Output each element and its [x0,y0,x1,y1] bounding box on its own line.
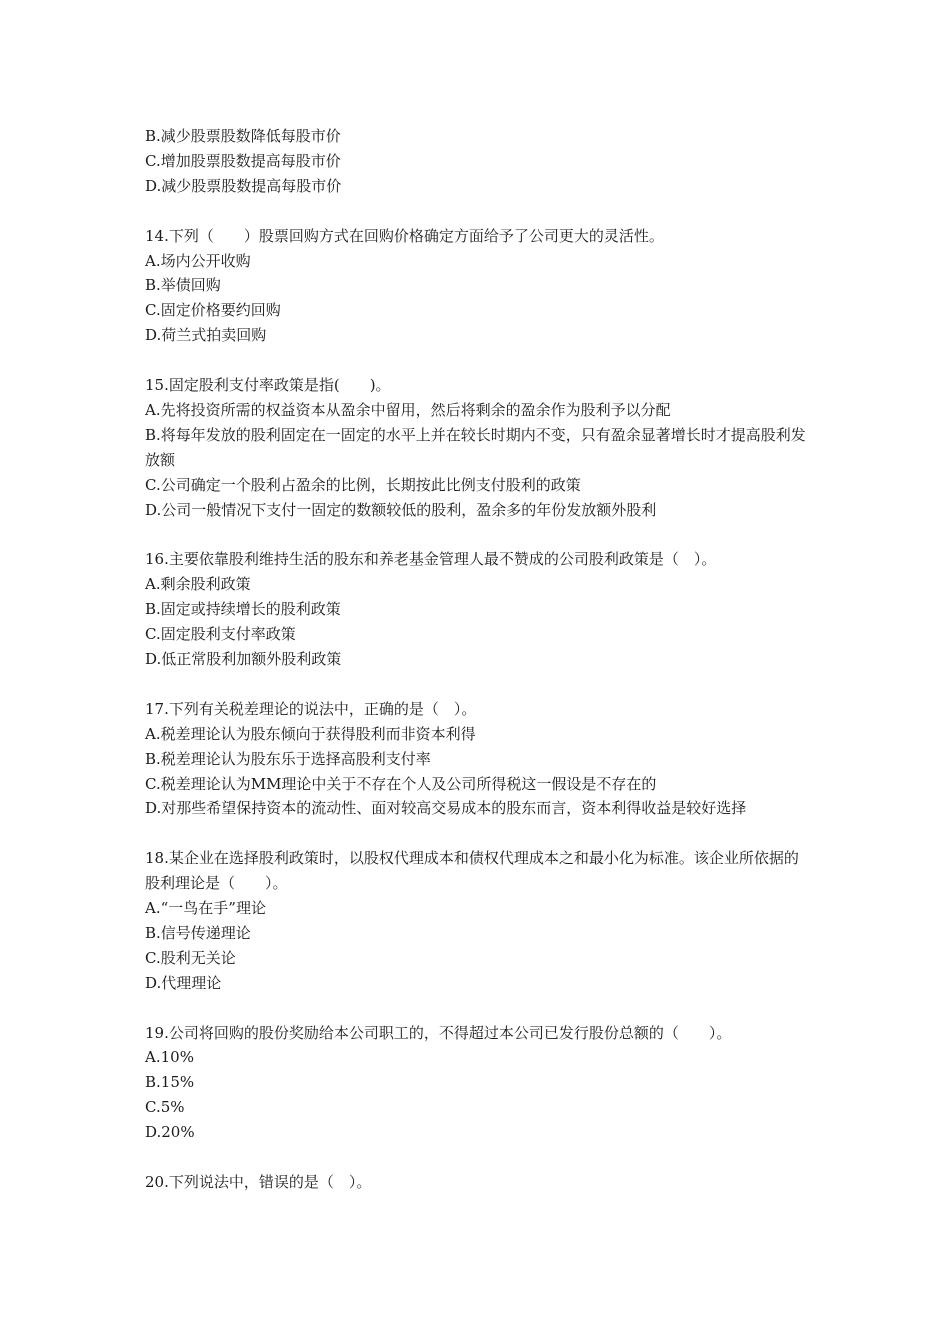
question-17-option-a: A.税差理论认为股东倾向于获得股利而非资本利得 [145,724,476,743]
spacer [145,996,815,1021]
option-c: C.增加股票股数提高每股市价 [145,151,341,170]
spacer [145,348,815,373]
question-17-option-c: C.税差理论认为MM理论中关于不存在个人及公司所得税这一假设是不存在的 [145,774,657,793]
question-19-option-d: D.20% [145,1123,195,1142]
question-19-option-a: A.10% [145,1048,194,1067]
question-16-option-b: B.固定或持续增长的股利政策 [145,600,341,619]
question-18-option-c: C.股利无关论 [145,948,236,967]
option-d: D.减少股票股数提高每股市价 [145,176,342,195]
question-18-stem: 18.某企业在选择股利政策时，以股权代理成本和债权代理成本之和最小化为标准。该企业所依据的股利理论是（ ）。 [145,849,799,893]
question-15-option-d: D.公司一般情况下支付一固定的数额较低的股利，盈余多的年份发放额外股利 [145,500,657,519]
question-14-stem: 14.下列（ ）股票回购方式在回购价格确定方面给予了公司更大的灵活性。 [145,226,664,245]
question-17-stem: 17.下列有关税差理论的说法中，正确的是（ ）。 [145,699,477,718]
spacer [145,1145,815,1170]
question-15-option-c: C.公司确定一个股利占盈余的比例，长期按此比例支付股利的政策 [145,475,581,494]
question-18-option-d: D.代理理论 [145,973,222,992]
question-16-stem: 16.主要依靠股利维持生活的股东和养老基金管理人最不赞成的公司股利政策是（ ）。 [145,550,717,569]
question-15-stem: 15.固定股利支付率政策是指( )。 [145,376,391,395]
option-b: B.减少股票股数降低每股市价 [145,127,341,145]
question-14-option-a: A.场内公开收购 [145,251,251,270]
spacer [145,199,815,224]
question-19-stem: 19.公司将回购的股份奖励给本公司职工的，不得超过本公司已发行股份总额的（ ）。 [145,1023,732,1042]
question-19-option-b: B.15% [145,1073,195,1092]
question-14-option-d: D.荷兰式拍卖回购 [145,326,267,345]
question-16-option-c: C.固定股利支付率政策 [145,625,296,644]
question-18-option-b: B.信号传递理论 [145,923,251,942]
question-18-option-a: A.“一鸟在手”理论 [145,899,266,918]
question-17-option-b: B.税差理论认为股东乐于选择高股利支付率 [145,749,431,768]
spacer [145,672,815,697]
question-19-option-c: C.5% [145,1098,185,1117]
question-17-option-d: D.对那些希望保持资本的流动性、面对较高交易成本的股东而言，资本利得收益是较好选择 [145,799,747,818]
question-16-option-a: A.剩余股利政策 [145,575,251,594]
question-20-stem: 20.下列说法中，错误的是（ ）。 [145,1172,372,1191]
spacer [145,821,815,846]
question-16-option-d: D.低正常股利加额外股利政策 [145,649,342,668]
question-15-option-b: B.将每年发放的股利固定在一固定的水平上并在较长时期内不变，只有盈余显著增长时才提高股利发放额 [145,425,806,469]
document-page [145,124,815,1195]
question-15-option-a: A.先将投资所需的权益资本从盈余中留用，然后将剩余的盈余作为股利予以分配 [145,400,671,419]
question-14-option-c: C.固定价格要约回购 [145,301,281,320]
spacer [145,522,815,547]
question-14-option-b: B.举债回购 [145,276,221,295]
